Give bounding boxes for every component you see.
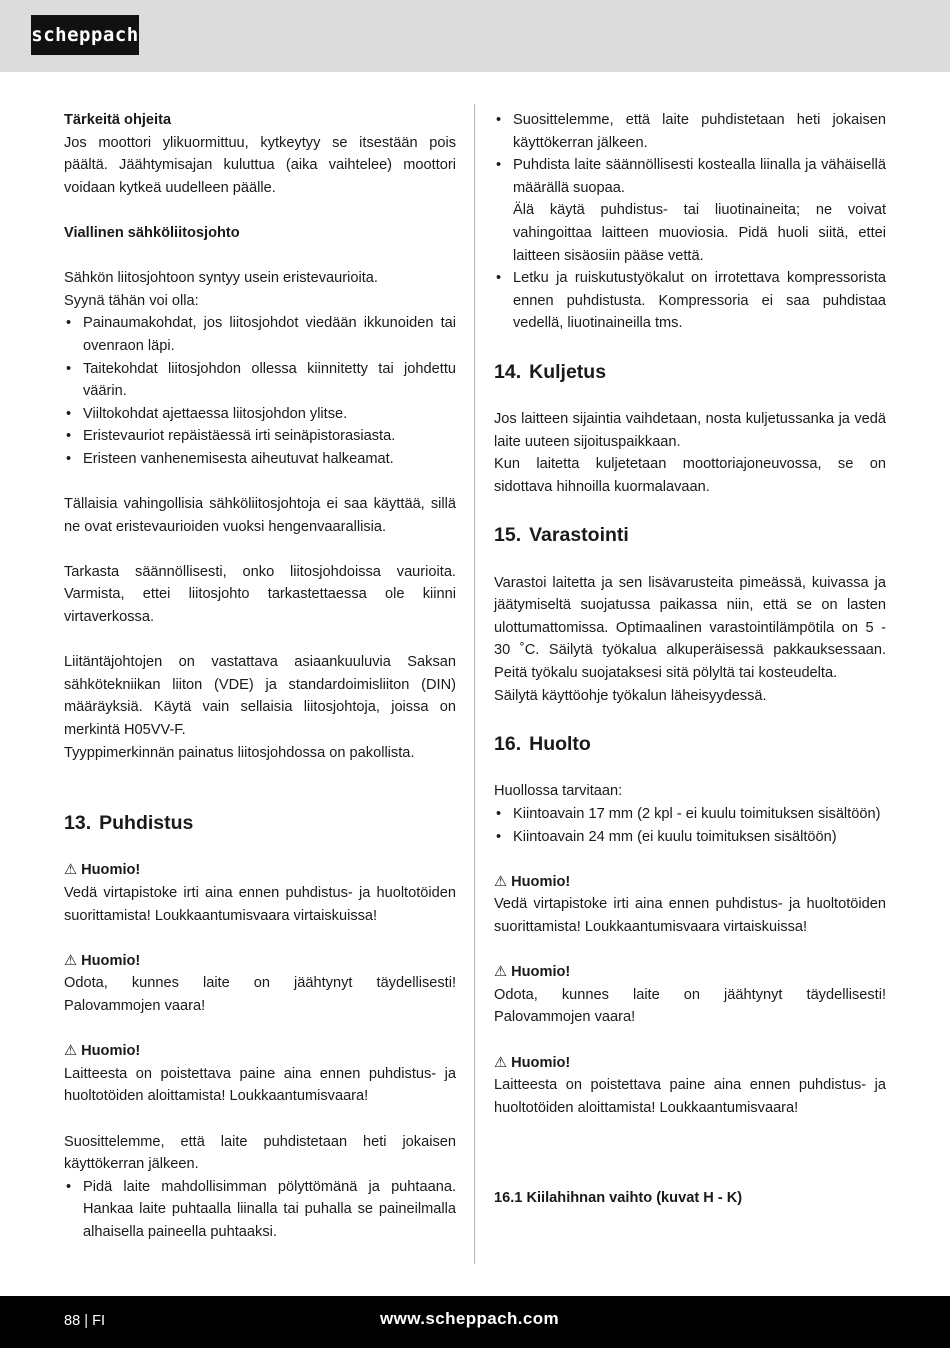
scheppach-logo: scheppach	[31, 15, 139, 55]
cable-danger-text: Tällaisia vahingollisia sähköliitosjohtoja ei saa käyttää, sillä ne ovat eristevaurioiden vuoksi hengenvaarallisia.	[64, 496, 456, 535]
list-item: • Viiltokohdat ajettaessa liitosjohdon ylitse.	[64, 403, 456, 426]
left-column	[64, 109, 456, 1244]
cable-vde-text: Liitäntäjohtojen on vastattava asiaankuuluvia Saksan sähkötekniikan liiton (VDE) ja standardoimisliiton (DIN) määräyksiä. Käytä vain sellaisia liitosjohtoja, joissa on merkintä H05VV-F.	[64, 654, 456, 739]
section-16-heading: 16. Huolto	[494, 732, 591, 755]
section-15-heading: 15. Varastointi	[494, 524, 629, 547]
transport-text-1: Jos laitteen sijaintia vaihdetaan, nosta kuljetussanka ja vedä laite uuteen sijoituspaikkaan.	[494, 411, 886, 450]
warning-1-text: Vedä virtapistoke irti aina ennen puhdistus- ja huoltotöiden suorittamista! Loukkaantumisvaara virtaiskuissa!	[494, 896, 886, 935]
warning-1-text: Vedä virtapistoke irti aina ennen puhdistus- ja huoltotöiden suorittamista! Loukkaantumisvaara virtaiskuissa!	[64, 885, 456, 924]
warning-triangle-icon: ⚠	[64, 1043, 78, 1060]
service-intro: Huollossa tarvitaan:	[494, 783, 623, 800]
list-item: • Puhdista laite säännöllisesti kostealla liinalla ja vähäisellä määrällä suopaa. Älä käytä puhdistus- tai liuotinaineita; ne voivat vahingoittaa laitteen muoviosia. Pidä huoli siitä, ettei laitteen sisäosiin pääse vettä.	[494, 154, 886, 267]
warning-triangle-icon: ⚠	[494, 964, 508, 981]
list-item: • Eristevauriot repäistäessä irti seinäpistorasiasta.	[64, 425, 456, 448]
important-title: Tärkeitä ohjeita	[64, 112, 172, 128]
list-item: • Kiintoavain 24 mm (ei kuulu toimituksen sisältöön)	[494, 826, 886, 849]
clean-list-left	[64, 1176, 456, 1244]
warning-3-text: Laitteesta on poistettava paine aina ennen puhdistus- ja huoltotöiden aloittamista! Loukkaantumisvaara!	[64, 1065, 456, 1105]
list-item: • Pidä laite mahdollisimman pölyttömänä ja puhtaana. Hankaa laite puhtaalla liinalla tai puhalla se paineilmalla alhaisella paineella puhtaaksi.	[64, 1176, 456, 1244]
section-13-heading: 13. Puhdistus	[64, 812, 194, 835]
cable-check-text: Tarkasta säännöllisesti, onko liitosjohdoissa vaurioita. Varmista, ettei liitosjohto tarkastettaessa ole kiinni virtaverkossa.	[64, 563, 456, 626]
transport-text-2: Kun laitetta kuljetetaan moottoriajoneuvossa, se on sidottava hihnoilla kuormalavaan.	[494, 456, 886, 495]
list-item: • Suosittelemme, että laite puhdistetaan heti jokaisen käyttökerran jälkeen.	[494, 109, 886, 154]
warning-1-title: ⚠ Huomio!	[64, 862, 141, 879]
website-link[interactable]: www.scheppach.com	[380, 1309, 560, 1328]
column-divider	[474, 104, 475, 1264]
storage-text-1: Varastoi laitetta ja sen lisävarusteita pimeässä, kuivassa ja jäätymiseltä suojatussa paikassa niin, että se on lasten ulottumattomissa. Optimaalinen varastointilämpötila on 5 - 30 ˚C. Säilytä työkalua alkuperäisessä pakkauksessaan. Peitä työkalu suojataksesi sitä pölyltä tai kosteudelta.	[494, 574, 886, 682]
warning-triangle-icon: ⚠	[64, 862, 78, 879]
list-item: • Painaumakohdat, jos liitosjohdot viedään ikkunoiden tai ovenraon läpi.	[64, 312, 456, 357]
service-tools-list	[494, 803, 886, 848]
warning-triangle-icon: ⚠	[494, 1054, 508, 1071]
list-item: • Eristeen vanhenemisesta aiheutuvat halkeamat.	[64, 448, 456, 471]
clean-list-right	[494, 109, 886, 335]
cable-causes-intro: Syynä tähän voi olla:	[64, 292, 199, 309]
section-14-heading: 14. Kuljetus	[494, 360, 607, 383]
warning-2-text: Odota, kunnes laite on jäähtynyt täydellisesti! Palovammojen vaara!	[64, 975, 456, 1014]
warning-2-title: ⚠ Huomio!	[64, 952, 141, 969]
clean-note: Älä käytä puhdistus- tai liuotinaineita; ne voivat vahingoittaa laitteen muoviosia. Pidä huoli siitä, ettei laitteen sisäosiin pääse vettä.	[513, 202, 886, 264]
recommend-text: Suosittelemme, että laite puhdistetaan heti jokaisen käyttökerran jälkeen.	[64, 1133, 456, 1173]
page-number: 88 | FI	[64, 1313, 106, 1329]
important-text: Jos moottori ylikuormittuu, kytkeytyy se itsestään pois päältä. Jäähtymisajan kuluttua (aika vaihtelee) moottori voidaan kytkeä uudelleen päälle.	[64, 134, 456, 196]
warning-3-text: Laitteesta on poistettava paine aina ennen puhdistus- ja huoltotöiden aloittamista! Loukkaantumisvaara!	[494, 1077, 886, 1116]
list-item: • Kiintoavain 17 mm (2 kpl - ei kuulu toimituksen sisältöön)	[494, 803, 886, 826]
cable-marking-text: Tyyppimerkinnän painatus liitosjohdossa on pakollista.	[64, 744, 415, 761]
warning-3-title: ⚠ Huomio!	[494, 1054, 571, 1071]
warning-2-text: Odota, kunnes laite on jäähtynyt täydellisesti! Palovammojen vaara!	[494, 986, 886, 1026]
list-item: • Taitekohdat liitosjohdon ollessa kiinnitetty tai johdettu väärin.	[64, 358, 456, 403]
cable-intro: Sähkön liitosjohtoon syntyy usein eristevaurioita.	[64, 270, 378, 287]
page-footer	[0, 1296, 950, 1348]
page-header	[0, 0, 950, 72]
warning-triangle-icon: ⚠	[64, 952, 78, 969]
warning-triangle-icon: ⚠	[494, 873, 508, 890]
list-item: • Letku ja ruiskutustyökalut on irrotettava kompressorista ennen puhdistusta. Kompressoria ei saa puhdistaa vedellä, liuotinaineilla tms.	[494, 267, 886, 335]
storage-text-2: Säilytä käyttöohje työkalun läheisyydessä.	[494, 687, 767, 704]
cable-title: Viallinen sähköliitosjohto	[64, 224, 240, 241]
warning-2-title: ⚠ Huomio!	[494, 964, 571, 981]
warning-3-title: ⚠ Huomio!	[64, 1043, 141, 1060]
cable-causes-list	[64, 312, 456, 470]
subsection-16-1-title: 16.1 Kiilahihnan vaihto (kuvat H - K)	[494, 1190, 743, 1207]
warning-1-title: ⚠ Huomio!	[494, 873, 571, 890]
right-column	[494, 109, 886, 1210]
